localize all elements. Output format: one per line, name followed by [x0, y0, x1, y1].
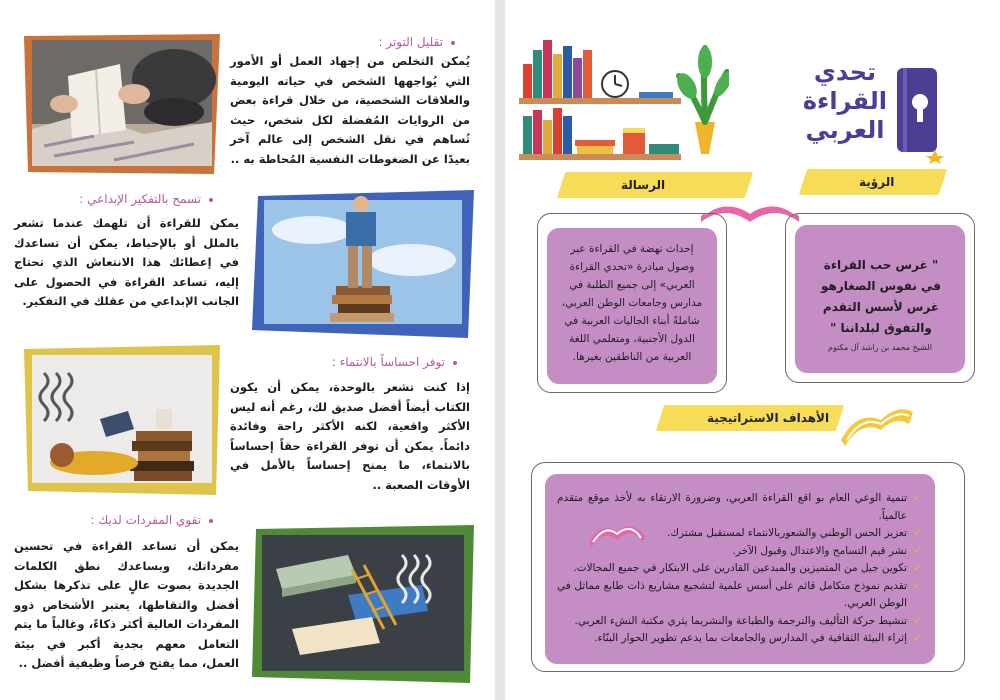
pink-book-icon	[587, 512, 647, 550]
yellow-book-icon	[837, 400, 917, 448]
bullet-check-icon: ✓	[913, 632, 922, 644]
bookshelf-illustration	[519, 36, 729, 164]
heading-reduce-stress: تقليل التوتر :	[378, 35, 455, 49]
book-keyhole-icon	[895, 64, 945, 164]
text-vocabulary: يمكن أن تساعد القراءة في تحسين مفرداتك، وبساعدك نطق الكلمات الجديدة بصوت عالٍ على تذكرها بشكل أفضل والتقاطها، يعتبر الأشخاص ذوو المفردات العالية أكثر ذكاءً، وغالباً ما يتم التعامل معهم بجدية أكبر في بيئة العمل، مما يفتح فرصاً وظيفية أفضل ..	[14, 539, 239, 670]
bullet-check-icon: ✓	[913, 579, 922, 592]
goals-box	[545, 474, 935, 664]
goal-item: ✓ تقديم نموذج متكامل قائم على أسس علمية لتشجيع مشاريع ذات طابع مماثل في الوطن العربي.	[557, 579, 922, 609]
text-reduce-stress: يُمكن التخلص من إجهاد العمل أو الأمور التي يُواجهها الشخص في حياته اليومية والعلاقات الشخصية، من خلال قراءة بعض من الروايات المُفضلة لكل شخص، حيث تُساهم في نقل الشخص إلى عالم آخر بعيدًا عن الضغوطات النفسية المُحاطة به ..	[230, 54, 470, 166]
goal-item: ✓ إثراء البيئة الثقافية في المدارس والجامعات بما يدعم تطوير الحوار البنّاء.	[557, 630, 923, 648]
photo-books-ladder	[252, 525, 474, 683]
logo-reading-challenge	[755, 58, 965, 162]
text-creative-thinking: يمكن للقراءة أن تلهمك عندما تشعر بالملل أو بالإحباط، يمكن أن تساعدك في إعطائك هذا الانتعاش الذي تحتاج إليه، تساعد القراءة في الحصول على الجانب الإبداعي من عقلك في التفكير.	[14, 216, 239, 308]
bullet-check-icon: ✓	[913, 492, 922, 504]
bullet-check-icon: ✓	[913, 544, 922, 557]
logo-line-2: القراءة	[802, 87, 887, 115]
vision-quote: " غرس حب القراءة في نفوس الصغارهو غرس لأسس التقدم والتفوق لبلداننا "	[820, 258, 942, 335]
goal-item: ✓ نشر قيم التسامح والاعتدال وقبول الآخر.	[557, 543, 923, 561]
goal-item: ✓ تنمية الوعي العام بو اقع القراءة العربي، وضرورة الارتقاء به لأخذ موقع متقدم عالمياً.	[557, 492, 922, 522]
bullet-check-icon: ✓	[913, 562, 922, 574]
vision-label: الرؤية	[859, 175, 895, 189]
goal-item: ✓ تعزيز الحس الوطني والشعوربالانتماء لمستقبل مشترك.	[557, 525, 923, 543]
vision-attribution: الشيخ محمد بن راشد آل مكتوم	[828, 343, 932, 352]
right-page	[505, 0, 1000, 700]
bullet-check-icon: ✓	[913, 527, 922, 539]
mission-label: الرسالة	[621, 178, 666, 192]
goal-item: ✓ تنشيط حركة التأليف والترجمة والطباعة والنشربما يثري مكتبة النشء العربي.	[557, 613, 923, 631]
goals-label: الأهداف الاستراتيجية	[707, 411, 830, 425]
photo-man-on-books	[252, 190, 474, 338]
text-sense-belonging: إذا كنت تشعر بالوحدة، يمكن أن يكون الكتاب أيضاً أفضل صديق لك، رغم أنه ليس الأكثر واقعية، لكنه الأكثر راحة وفائدة دائماً. يمكن أن توفر القراءة حقاً إحساساً بالانتماء، ما يمنح إحساساً بالأمل في الأوقات الصعبة ..	[230, 380, 470, 492]
logo-text	[803, 58, 887, 145]
goal-item: ✓ تكوين جيل من المتميزين والمبدعين القادرين على الابتكار في جميع المجالات.	[557, 560, 923, 578]
heading-sense-belonging: توفر احساساً بالانتماء :	[332, 355, 457, 369]
photo-child-reading	[24, 345, 220, 495]
mission-text: إحداث نهضة في القراءة عبر وصول مبادرة «تحدي القراءة العربي» إلى جميع الطلبة في مدارس وجامعات الوطن العربي، شاملةً أبناء الجاليات العربية في الدول الأجنبية، ومتعلمي اللغة العربية من الناطقين بغيرها.	[561, 243, 703, 363]
mission-box	[547, 228, 717, 384]
logo-line-1: تحدي	[813, 58, 877, 86]
heading-creative-thinking: تسمح بالتفكير الإبداعي :	[79, 192, 213, 206]
photo-reading-with-dog	[24, 34, 220, 174]
logo-line-3: العربي	[805, 116, 885, 144]
heading-vocabulary: تقوي المفردات لديك :	[91, 513, 214, 527]
bullet-check-icon: ✓	[913, 614, 922, 627]
left-page	[0, 0, 495, 700]
vision-box	[795, 225, 965, 373]
